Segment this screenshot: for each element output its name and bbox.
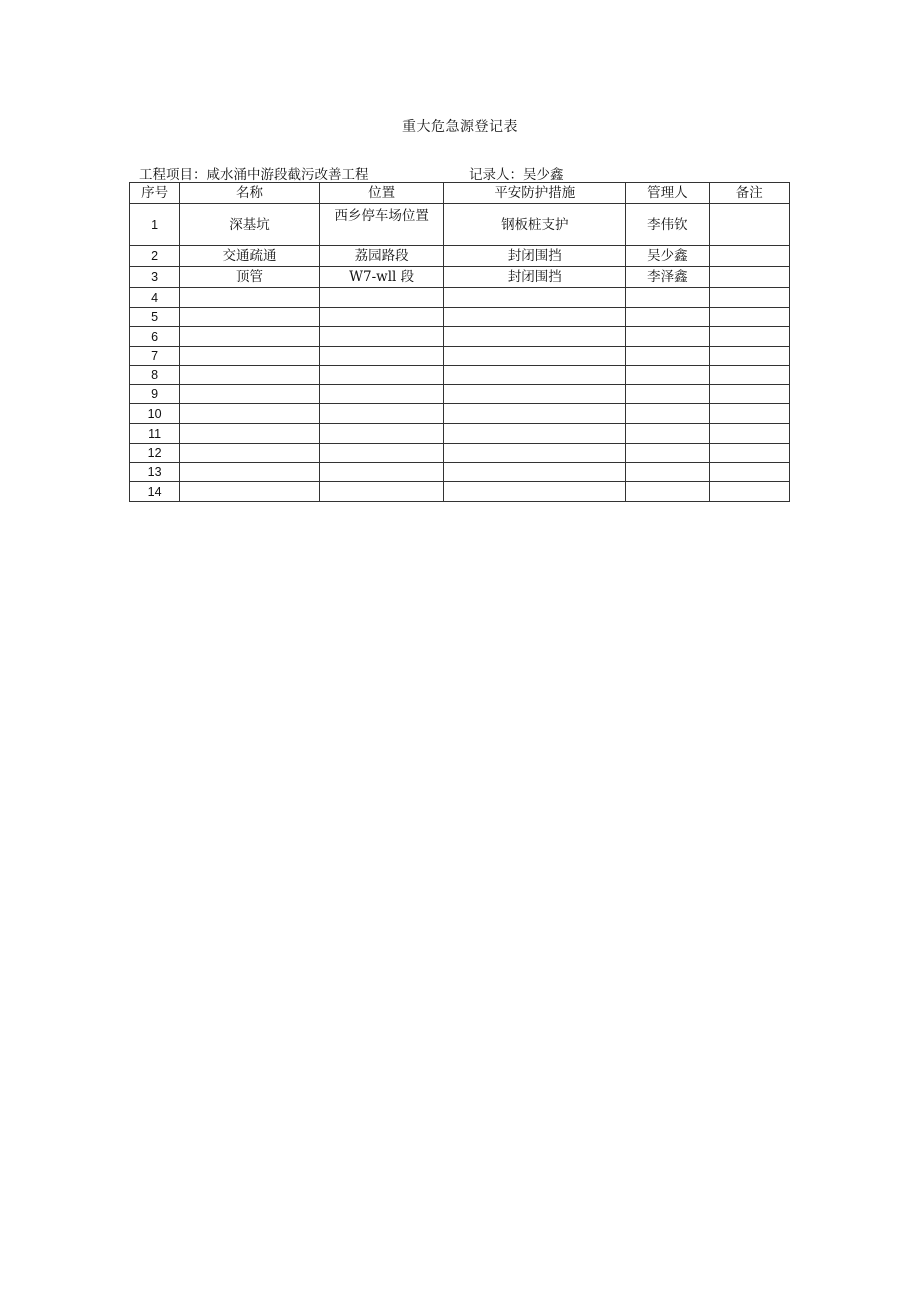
header-manager: 管理人: [626, 183, 709, 204]
cell-manager: [626, 463, 709, 482]
table-row: [130, 267, 790, 288]
cell-location: [319, 444, 444, 463]
cell-measure: [444, 385, 626, 404]
cell-manager: [626, 444, 709, 463]
cell-name: 顶管: [180, 267, 320, 288]
cell-measure: 封闭围挡: [444, 267, 626, 288]
cell-name: [180, 288, 320, 308]
cell-manager: [626, 347, 709, 366]
cell-note: [709, 385, 789, 404]
table-row: [130, 482, 790, 502]
cell-note: [709, 347, 789, 366]
table-header-row: [130, 183, 790, 204]
cell-manager: [626, 308, 709, 327]
cell-no: 11: [130, 424, 180, 444]
cell-no: 4: [130, 288, 180, 308]
hazard-register-table: [129, 182, 790, 502]
cell-measure: [444, 482, 626, 502]
project-line: [139, 163, 369, 181]
cell-location: [319, 308, 444, 327]
table-row: [130, 404, 790, 424]
cell-note: [709, 424, 789, 444]
cell-no: 1: [130, 204, 180, 246]
cell-manager: [626, 404, 709, 424]
cell-location: [319, 463, 444, 482]
header-measure: 平安防护措施: [444, 183, 626, 204]
cell-location: [319, 366, 444, 385]
header-note: 备注: [709, 183, 789, 204]
cell-no: 8: [130, 366, 180, 385]
cell-location: [319, 288, 444, 308]
cell-location: 西乡停车场位置: [319, 204, 444, 246]
cell-no: 13: [130, 463, 180, 482]
header-no: 序号: [130, 183, 180, 204]
document-title: 重大危急源登记表: [402, 119, 518, 135]
cell-measure: 封闭围挡: [444, 246, 626, 267]
cell-name: [180, 482, 320, 502]
cell-manager: [626, 288, 709, 308]
cell-note: [709, 246, 789, 267]
cell-measure: [444, 288, 626, 308]
table-row: [130, 246, 790, 267]
cell-note: [709, 404, 789, 424]
cell-no: 2: [130, 246, 180, 267]
cell-note: [709, 444, 789, 463]
cell-note: [709, 267, 789, 288]
header-name: 名称: [180, 183, 320, 204]
table-row: [130, 347, 790, 366]
cell-location: [319, 404, 444, 424]
header-location: 位置: [319, 183, 444, 204]
cell-note: [709, 463, 789, 482]
cell-measure: [444, 463, 626, 482]
cell-measure: [444, 327, 626, 347]
cell-measure: [444, 308, 626, 327]
cell-name: 交通疏通: [180, 246, 320, 267]
cell-name: [180, 308, 320, 327]
cell-name: [180, 424, 320, 444]
cell-manager: 吴少鑫: [626, 246, 709, 267]
cell-manager: [626, 366, 709, 385]
cell-manager: 李泽鑫: [626, 267, 709, 288]
cell-no: 6: [130, 327, 180, 347]
table-row: [130, 385, 790, 404]
cell-name: [180, 444, 320, 463]
cell-no: 7: [130, 347, 180, 366]
cell-note: [709, 482, 789, 502]
cell-measure: [444, 444, 626, 463]
cell-manager: [626, 385, 709, 404]
cell-location: [319, 327, 444, 347]
cell-location: 荔园路段: [319, 246, 444, 267]
cell-no: 14: [130, 482, 180, 502]
cell-name: [180, 463, 320, 482]
cell-no: 10: [130, 404, 180, 424]
cell-location: [319, 347, 444, 366]
project-value: 咸水涌中游段截污改善工程: [206, 167, 369, 183]
cell-measure: [444, 366, 626, 385]
cell-note: [709, 366, 789, 385]
cell-name: [180, 327, 320, 347]
cell-measure: [444, 347, 626, 366]
recorder-line: [469, 163, 564, 181]
cell-name: [180, 404, 320, 424]
cell-name: [180, 347, 320, 366]
cell-no: 9: [130, 385, 180, 404]
cell-location: W7-wll 段: [319, 267, 444, 288]
table-row: [130, 308, 790, 327]
table-row: [130, 327, 790, 347]
table-row: [130, 204, 790, 246]
table-row: [130, 366, 790, 385]
cell-location: [319, 424, 444, 444]
cell-measure: [444, 404, 626, 424]
cell-manager: [626, 424, 709, 444]
cell-no: 12: [130, 444, 180, 463]
table-row: [130, 288, 790, 308]
table-row: [130, 463, 790, 482]
cell-measure: [444, 424, 626, 444]
cell-manager: 李伟钦: [626, 204, 709, 246]
recorder-value: 吴少鑫: [523, 167, 564, 183]
table-row: [130, 444, 790, 463]
cell-name: [180, 366, 320, 385]
cell-note: [709, 327, 789, 347]
project-label: 工程项目：: [139, 167, 207, 183]
cell-no: 3: [130, 267, 180, 288]
cell-name: 深基坑: [180, 204, 320, 246]
cell-note: [709, 308, 789, 327]
cell-manager: [626, 327, 709, 347]
cell-note: [709, 288, 789, 308]
cell-measure: 钢板桩支护: [444, 204, 626, 246]
cell-location: [319, 482, 444, 502]
cell-manager: [626, 482, 709, 502]
cell-no: 5: [130, 308, 180, 327]
recorder-label: 记录人：: [469, 167, 523, 183]
cell-location: [319, 385, 444, 404]
cell-note: [709, 204, 789, 246]
table-row: [130, 424, 790, 444]
cell-name: [180, 385, 320, 404]
